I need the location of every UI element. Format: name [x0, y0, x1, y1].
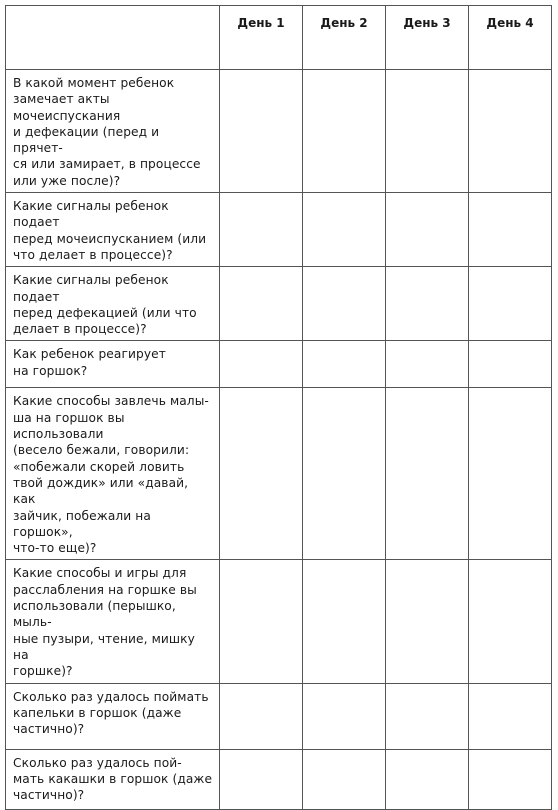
day-1-answer-cell[interactable] [220, 388, 303, 560]
day-4-answer-cell[interactable] [469, 749, 552, 809]
day-2-answer-cell[interactable] [303, 683, 386, 749]
day-3-answer-cell[interactable] [386, 267, 469, 341]
question-cell: Какие способы и игры для расслабления на горшке вы использовали (перышко, мыль- ные пузыри, чтение, мишку на горшке)? [6, 560, 220, 683]
day-1-answer-cell[interactable] [220, 683, 303, 749]
day-3-answer-cell[interactable] [386, 683, 469, 749]
header-row [6, 6, 552, 70]
day-4-answer-cell[interactable] [469, 560, 552, 683]
table-row [6, 267, 552, 341]
table-row [6, 193, 552, 267]
day-1-answer-cell[interactable] [220, 749, 303, 809]
table-row [6, 341, 552, 388]
day-3-answer-cell[interactable] [386, 749, 469, 809]
day-2-answer-cell[interactable] [303, 70, 386, 193]
question-cell: Какие способы завлечь малы- ша на горшок вы использовали (весело бежали, говорили: «побежали скорей ловить твой дождик» или «давай, как зайчик, побежали на горшок», что-то еще)? [6, 388, 220, 560]
day-4-answer-cell[interactable] [469, 341, 552, 388]
day-1-header: День 1 [220, 6, 303, 70]
day-3-answer-cell[interactable] [386, 341, 469, 388]
day-1-answer-cell[interactable] [220, 70, 303, 193]
day-2-answer-cell[interactable] [303, 267, 386, 341]
day-4-header: День 4 [469, 6, 552, 70]
empty-corner-cell [6, 6, 220, 70]
day-3-header: День 3 [386, 6, 469, 70]
table-row [6, 70, 552, 193]
day-4-answer-cell[interactable] [469, 193, 552, 267]
day-2-answer-cell[interactable] [303, 749, 386, 809]
question-cell: Как ребенок реагирует на горшок? [6, 341, 220, 388]
question-cell: В какой момент ребенок замечает акты мочеиспускания и дефекации (перед и прячет- ся или замирает, в процессе или уже после)? [6, 70, 220, 193]
question-cell: Сколько раз удалось пой- мать какашки в горшок (даже частично)? [6, 749, 220, 809]
day-1-answer-cell[interactable] [220, 560, 303, 683]
day-1-answer-cell[interactable] [220, 193, 303, 267]
table-row [6, 388, 552, 560]
day-3-answer-cell[interactable] [386, 70, 469, 193]
day-1-answer-cell[interactable] [220, 341, 303, 388]
day-2-answer-cell[interactable] [303, 193, 386, 267]
day-4-answer-cell[interactable] [469, 267, 552, 341]
table-row [6, 560, 552, 683]
day-1-answer-cell[interactable] [220, 267, 303, 341]
day-3-answer-cell[interactable] [386, 193, 469, 267]
day-4-answer-cell[interactable] [469, 70, 552, 193]
question-cell: Сколько раз удалось поймать капельки в горшок (даже частично)? [6, 683, 220, 749]
table-row [6, 749, 552, 809]
question-cell: Какие сигналы ребенок подает перед дефекацией (или что делает в процессе)? [6, 267, 220, 341]
table-row [6, 683, 552, 749]
day-2-answer-cell[interactable] [303, 388, 386, 560]
day-2-header: День 2 [303, 6, 386, 70]
day-2-answer-cell[interactable] [303, 560, 386, 683]
day-4-answer-cell[interactable] [469, 388, 552, 560]
day-3-answer-cell[interactable] [386, 560, 469, 683]
question-cell: Какие сигналы ребенок подает перед мочеиспусканием (или что делает в процессе)? [6, 193, 220, 267]
day-4-answer-cell[interactable] [469, 683, 552, 749]
day-3-answer-cell[interactable] [386, 388, 469, 560]
day-2-answer-cell[interactable] [303, 341, 386, 388]
